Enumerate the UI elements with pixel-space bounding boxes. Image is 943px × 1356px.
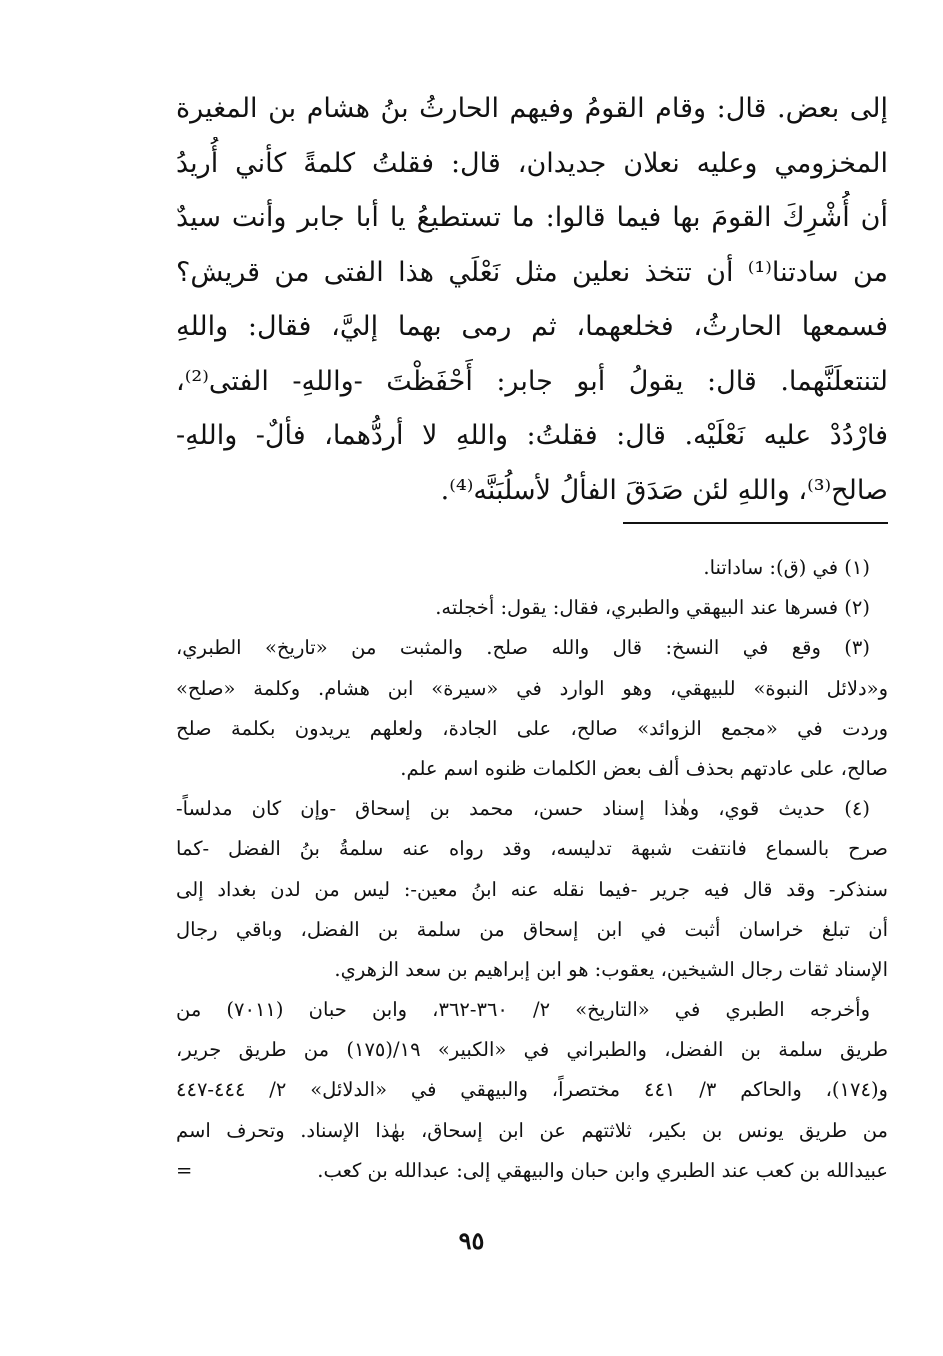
main-text-line: من سادتنا⁽¹⁾ أن تتخذ نعلين مثل نَعْلَي هذا الفتى من قريش؟	[176, 256, 888, 288]
footnote-line: وردت في «مجمع الزوائد» صالح، على الجادة، ولعلهم يريدون بكلمة صلح	[176, 716, 888, 740]
footnote-divider	[623, 522, 888, 524]
footnote-line: الإسناد ثقات رجال الشيخين، يعقوب: هو ابن إبراهيم بن سعد الزهري.	[334, 957, 888, 981]
footnote-line-with-mark	[176, 1151, 888, 1191]
main-text-line: فسمعها الحارثُ، فخلعهما، ثم رمى بهما إليَّ، فقال: واللهِ	[176, 311, 888, 342]
footnote-line: و«دلائل النبوة» للبيهقي، وهو الوارد في «سيرة» ابن هشام. وكلمة «صلح»	[176, 676, 888, 700]
footnote-line: (٢) فسرها عند البيهقي والطبري، فقال: يقول: أخجلته.	[435, 596, 870, 620]
footnote-line: عبيدالله بن كعب عند الطبري وابن حبان والبيهقي إلى: عبدالله بن كعب.	[317, 1158, 888, 1182]
footnote-line: من طريق يونس بن بكير، ثلاثتهم عن ابن إسحاق، بهٰذا الإسناد. وتحرف اسم	[176, 1118, 888, 1142]
main-text-line: صالح⁽³⁾، واللهِ لئن صَدَقَ الفألُ لأسلُبَنَّه⁽⁴⁾.	[440, 474, 888, 506]
footnote-line: صرح بالسماع فانتفت شبهة تدليسه، وقد رواه عنه سلمةُ بنُ الفضل -كما	[176, 837, 888, 861]
main-text-line: لتنتعلَنَّهما. قال: يقولُ أبو جابر: أَحْفَظْتَ -واللهِ- الفتى⁽²⁾،	[176, 365, 888, 397]
footnote-line: (١) في (ق): ساداتنا.	[703, 556, 870, 579]
footnote-line: (٤) حديث قوي، وهٰذا إسناد حسن، محمد بن إسحاق -وإن كان مدلساً-	[176, 797, 870, 821]
continuation-mark: =	[176, 1158, 193, 1182]
footnote-line: (٣) وقع في النسخ: قال والله صلح. والمثبت من «تاريخ» الطبري،	[176, 636, 870, 660]
footnote-line: طريق سلمة بن الفضل، والطبراني في «الكبير» ١٩/(١٧٥) من طريق جرير،	[176, 1038, 888, 1062]
main-text-line: المخزومي وعليه نعلان جديدان، قال: فقلتُ كلمةً كأني أُريدُ	[176, 147, 888, 179]
main-text-line: إلى بعض. قال: وقام القومُ وفيهم الحارثُ بنُ هشام بن المغيرة	[176, 93, 888, 124]
main-text-block	[176, 82, 888, 518]
footnote-line: سنذكر- وقد قال فيه جرير -فيما نقله عنه ابنُ معين-: ليس من لدن بغداد إلى	[176, 877, 888, 901]
main-text-line: أن أُشْرِكَ القومَ بها فيما قالوا: ما تستطيعُ يا أبا جابر وأنت سيدٌ	[176, 202, 888, 233]
footnote-line: صالح، على عادتهم بحذف ألف بعض الكلمات ظنوه اسم علم.	[400, 756, 888, 780]
footnote-line: وأخرجه الطبري في «التاريخ» ٢/ ٣٦٠-٣٦٢، وابن حبان (٧٠١١) من	[176, 998, 870, 1022]
page-number: ٩٥	[458, 1226, 485, 1255]
footnotes-block	[176, 548, 888, 1191]
footnote-line: و(١٧٤)، والحاكم ٣/ ٤٤١ مختصراً، والبيهقي في «الدلائل» ٢/ ٤٤٤-٤٤٧	[176, 1078, 888, 1102]
main-text-line: فارْدُدْ عليه نَعْلَيْه. قال: فقلتُ: واللهِ لا أردُّهما، فألٌ- واللهِ-	[176, 420, 888, 451]
footnote-line: أن تبلغ خراسان أثبت في ابن إسحاق من سلمة بن الفضل، وباقي رجال	[176, 917, 888, 941]
